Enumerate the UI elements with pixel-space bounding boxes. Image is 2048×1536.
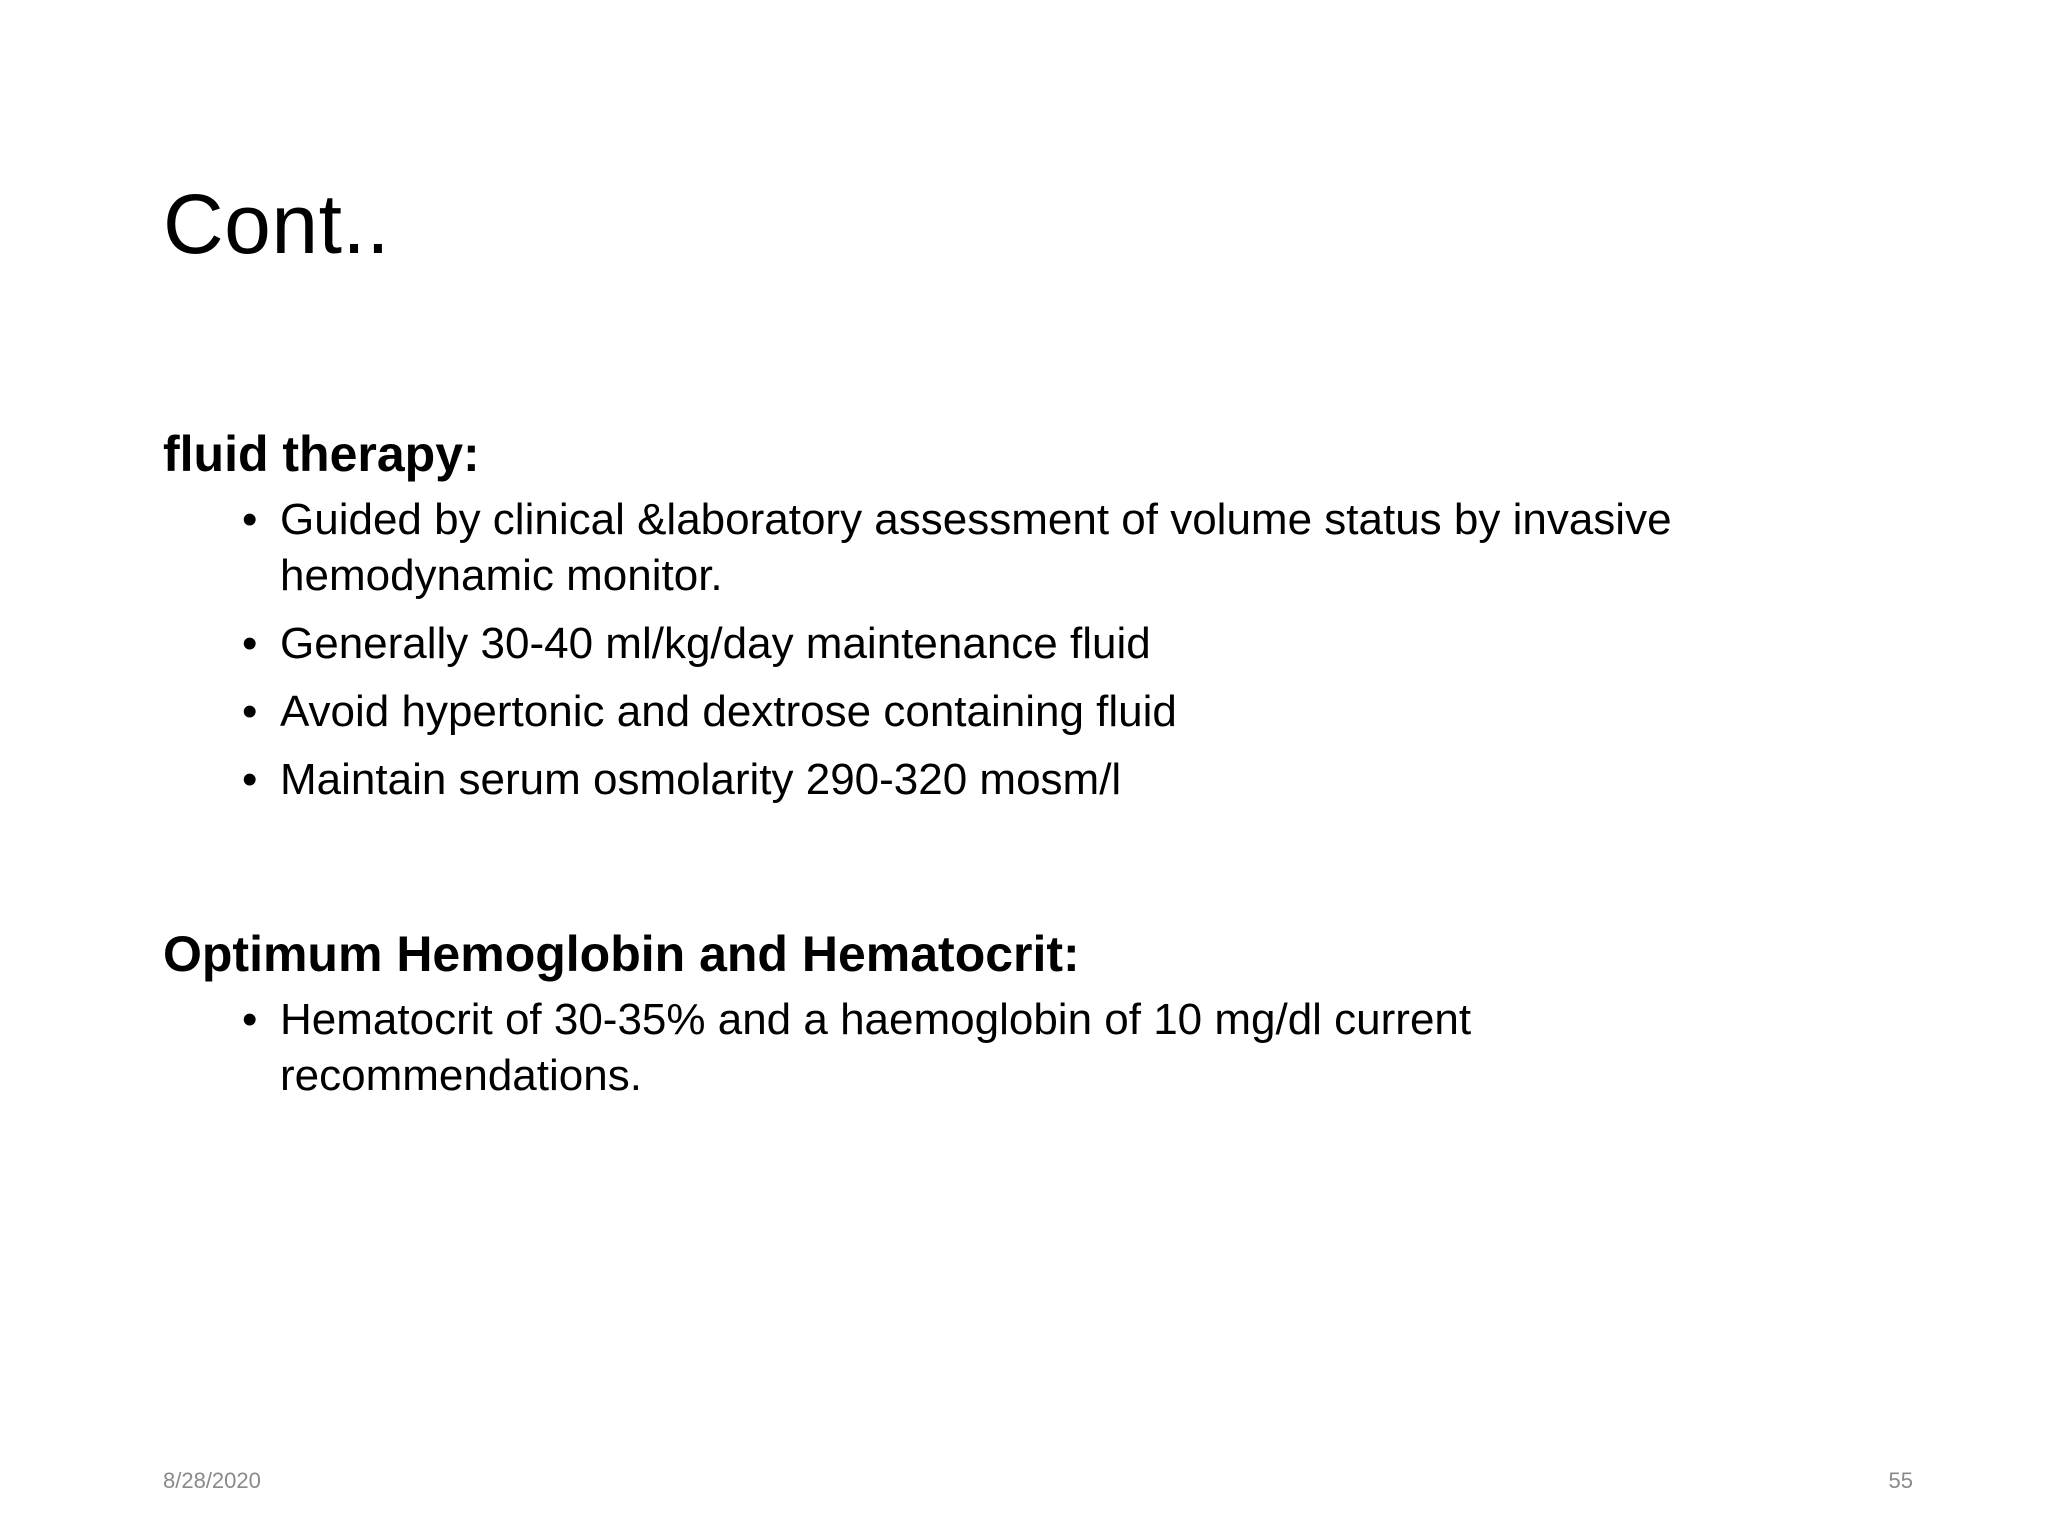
footer-date: 8/28/2020 (163, 1468, 261, 1493)
bullet-text: Avoid hypertonic and dextrose containing fluid (280, 687, 1177, 736)
bullet-icon: • (242, 619, 258, 668)
bullet-text: Hematocrit of 30-35% and a haemoglobin of 10 mg/dl current recommendations. (280, 995, 1472, 1100)
bullet-icon: • (242, 687, 258, 736)
bullet-list (163, 492, 1883, 808)
bullet-icon: • (242, 755, 258, 804)
bullet-text: Guided by clinical &laboratory assessment of volume status by invasive hemodynamic monitor. (280, 495, 1672, 600)
list-item (242, 492, 1800, 604)
bullet-icon: • (242, 495, 258, 544)
section-hemoglobin-hematocrit (163, 924, 1883, 1116)
list-item (242, 992, 1640, 1104)
bullet-text: Generally 30-40 ml/kg/day maintenance fluid (280, 619, 1151, 668)
slide-number: 55 (1888, 1468, 1913, 1493)
bullet-icon: • (242, 995, 258, 1044)
section-heading: fluid therapy: (163, 426, 480, 482)
list-item (242, 684, 1883, 740)
bullet-text: Maintain serum osmolarity 290-320 mosm/l (280, 755, 1122, 804)
list-item (242, 752, 1883, 808)
bullet-list (163, 992, 1883, 1104)
slide-title: Cont.. (163, 177, 391, 271)
section-heading: Optimum Hemoglobin and Hematocrit: (163, 926, 1080, 982)
list-item (242, 616, 1883, 672)
section-fluid-therapy (163, 424, 1883, 820)
